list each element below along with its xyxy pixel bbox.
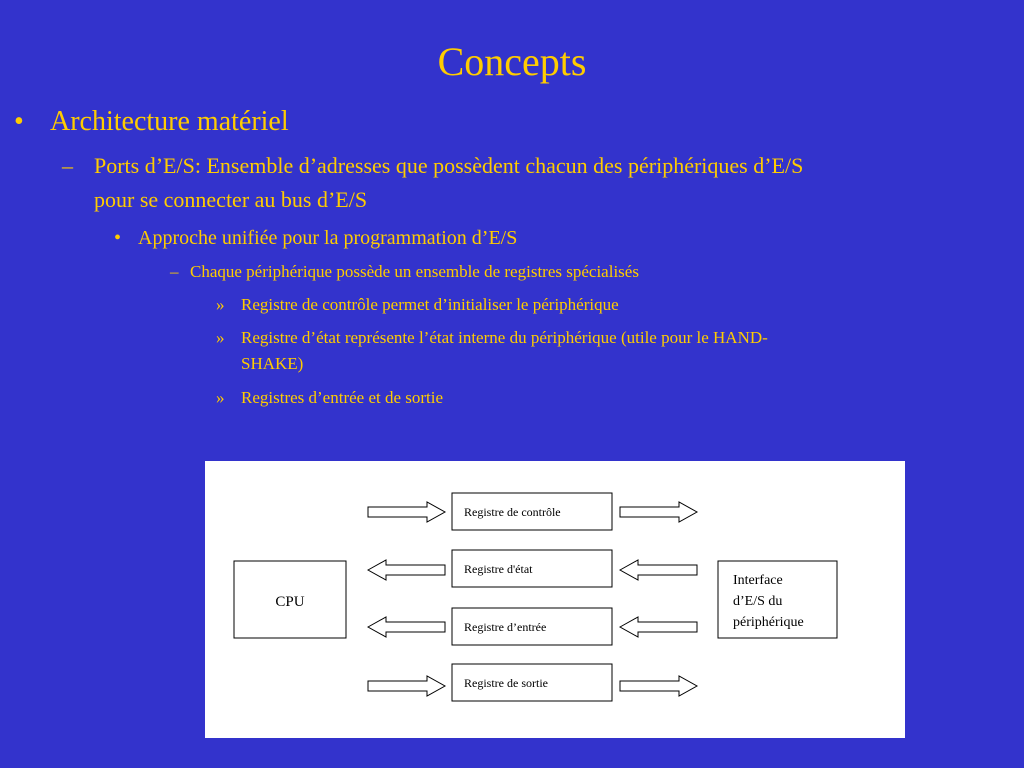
bullet-level5-item: Registres d’entrée et de sortie	[241, 388, 444, 407]
arrow-left-icon	[620, 560, 697, 580]
arrow-right-icon	[620, 676, 697, 696]
interface-label-line: d’E/S du	[733, 594, 783, 609]
arrow-right-icon	[368, 676, 445, 696]
bullet-marker-level5: »	[216, 328, 225, 347]
bullet-level5-item: Registre d’état représente l’état interne du périphérique (utile pour le HAND-	[241, 328, 768, 347]
arrow-left-icon	[620, 617, 697, 637]
bullet-marker-level1: •	[14, 106, 24, 137]
interface-label-line: périphérique	[733, 615, 804, 630]
arrow-left-icon	[368, 617, 445, 637]
arrow-right-icon	[368, 502, 445, 522]
bullet-marker-level5: »	[216, 388, 225, 407]
interface-label-line: Interface	[733, 573, 783, 588]
register-diagram	[205, 461, 905, 738]
arrow-right-icon	[620, 502, 697, 522]
register-diagram-svg	[205, 461, 905, 738]
register-label-control: Registre de contrôle	[464, 505, 561, 519]
bullet-marker-level4: –	[170, 262, 179, 281]
cpu-label: CPU	[275, 594, 305, 610]
bullet-level3-text: Approche unifiée pour la programmation d’E/S	[138, 227, 518, 249]
bullet-level5-item: Registre de contrôle permet d’initialiser le périphérique	[241, 295, 619, 314]
bullet-marker-level2: –	[62, 153, 73, 178]
bullet-level2-line2: pour se connecter au bus d’E/S	[94, 187, 368, 212]
bullet-marker-level5: »	[216, 295, 225, 314]
bullet-level5-item-cont: SHAKE)	[241, 354, 304, 373]
slide-title: Concepts	[437, 39, 587, 84]
bullet-level2-line1: Ports d’E/S: Ensemble d’adresses que possèdent chacun des périphériques d’E/S	[94, 153, 804, 178]
arrow-left-icon	[368, 560, 445, 580]
register-label-output: Registre de sortie	[464, 676, 548, 690]
bullet-level4-text: Chaque périphérique possède un ensemble de registres spécialisés	[190, 262, 639, 281]
bullet-marker-level3: •	[114, 227, 122, 249]
register-label-status: Registre d'état	[464, 562, 533, 576]
bullet-level1-text: Architecture matériel	[50, 106, 289, 137]
register-label-input: Registre d’entrée	[464, 620, 547, 634]
